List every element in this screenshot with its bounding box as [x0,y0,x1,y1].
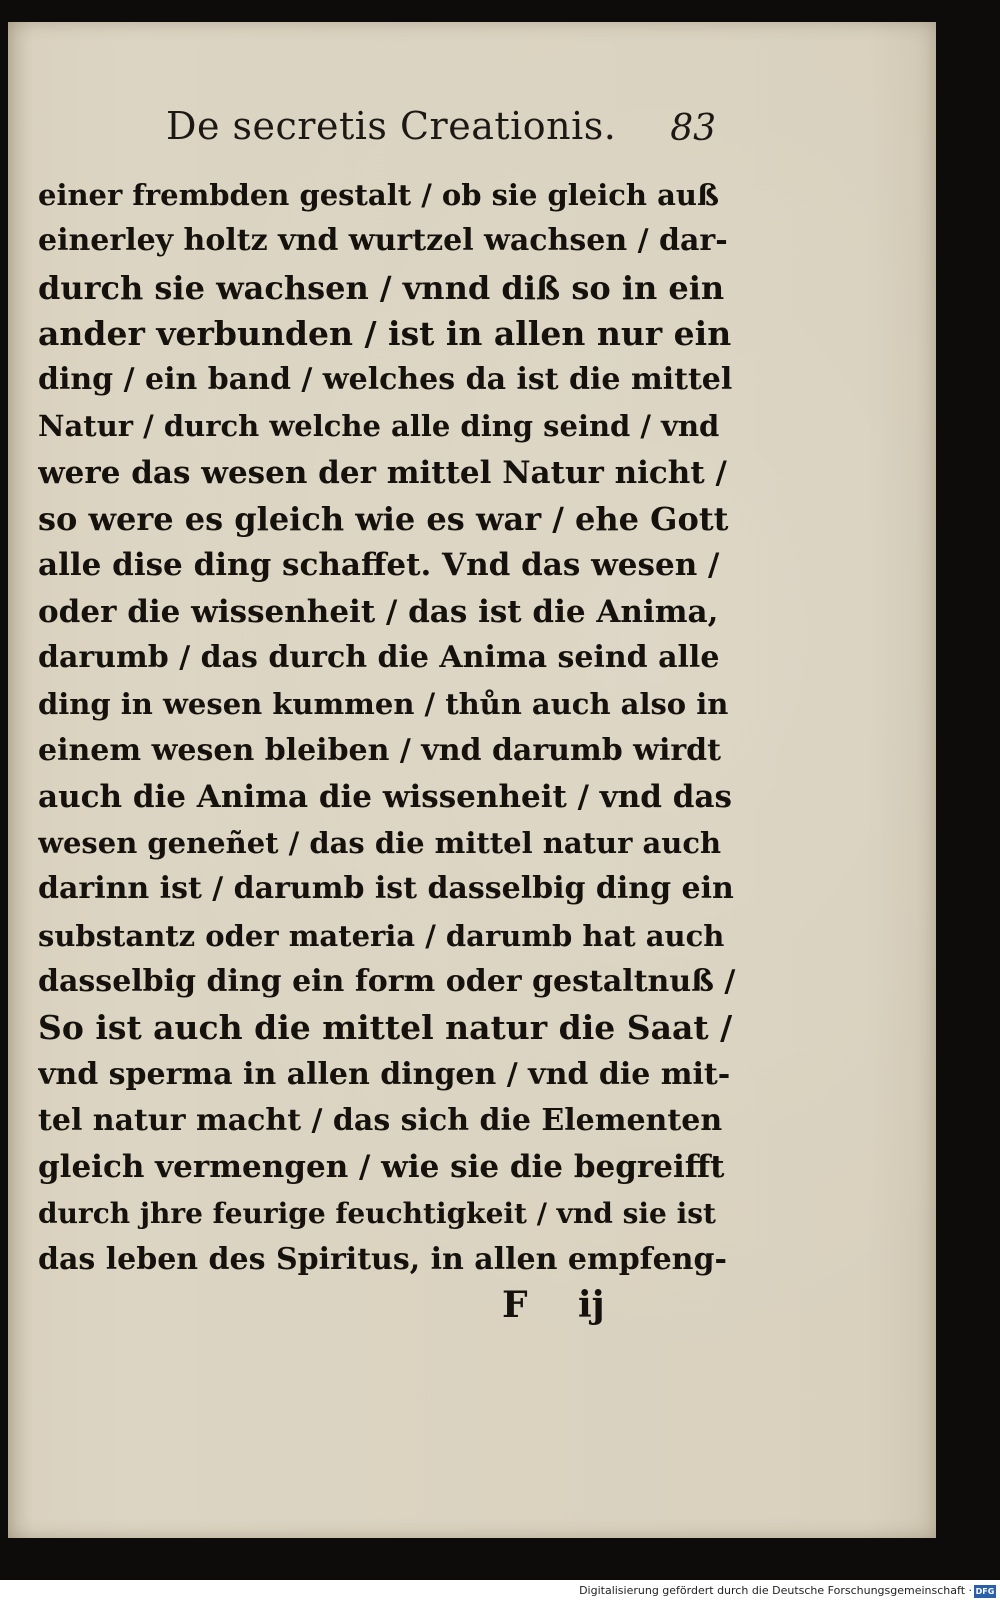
text-line: Natur / durch welche alle ding seind / vnd [38,409,720,444]
text-line: tel natur macht / das sich die Elementen [38,1102,723,1138]
text-line: darinn ist / darumb ist dasselbig ding ein [38,871,734,907]
text-line: ding in wesen kummen / thůn auch also in [38,687,729,722]
page-number: 83 [670,108,716,149]
text-line: So ist auch die mittel natur die Saat / [38,1008,733,1048]
text-line: dasselbig ding ein form oder gestaltnuß / [38,964,736,1000]
body-text [38,172,738,1283]
text-line: einer frembden gestalt / ob sie gleich auß [38,178,720,212]
text-line: vnd sperma in allen dingen / vnd die mit- [38,1056,731,1092]
text-line: auch die Anima die wissenheit / vnd das [38,778,732,815]
text-line: ander verbunden / ist in allen nur ein [38,313,732,353]
text-line: das leben des Spiritus, in allen empfeng- [38,1241,727,1277]
text-line: darumb / das durch die Anima seind alle [38,639,720,675]
digitization-credit: Digitalisierung gefördert durch die Deutsche Forschungsgemeinschaft · [579,1584,972,1597]
text-line: substantz oder materia / darumb hat auch [38,918,725,953]
text-line: ding / ein band / welches da ist die mittel [38,362,733,398]
text-line: were das wesen der mittel Natur nicht / [38,454,727,491]
text-line: gleich vermengen / wie sie die begreifft [38,1149,725,1186]
text-line: oder die wissenheit / das ist die Anima, [38,593,719,630]
text-line: durch jhre feurige feuchtigkeit / vnd sie ist [38,1196,716,1230]
text-line: so were es gleich wie es war / ehe Gott [38,500,729,539]
page-footer [488,1284,648,1334]
text-line: wesen geneñet / das die mittel natur auch [38,826,722,861]
dfg-logo-icon: DFG [975,1587,995,1596]
signature-number: ij [578,1284,605,1326]
signature-mark: F [502,1284,528,1326]
text-line: durch sie wachsen / vnnd diß so in ein [38,268,725,307]
text-line: alle dise ding schaffet. Vnd das wesen / [38,547,720,584]
text-line: einem wesen bleiben / vnd darumb wirdt [38,732,722,768]
text-line: einerley holtz vnd wurtzel wachsen / dar- [38,223,728,259]
running-head: De secretis Creationis. [166,104,617,148]
book-page [8,22,936,1538]
page-header [166,100,726,170]
